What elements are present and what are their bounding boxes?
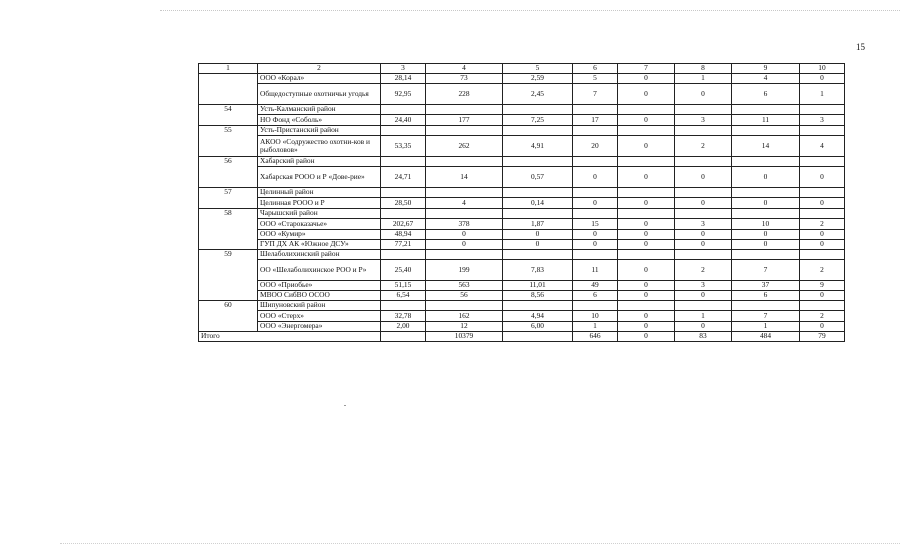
value-cell-c5: 6,00 bbox=[503, 322, 573, 332]
value-cell-c9: 37 bbox=[732, 281, 800, 291]
header-cell: 5 bbox=[503, 64, 573, 74]
value-cell-c5: 4,91 bbox=[503, 136, 573, 157]
value-cell-c4 bbox=[426, 105, 503, 115]
value-cell-c9: 7 bbox=[732, 311, 800, 322]
name-cell: ГУП ДХ АК «Южное ДСУ» bbox=[258, 240, 381, 250]
value-cell-c6 bbox=[573, 157, 618, 167]
value-cell-c5 bbox=[503, 188, 573, 198]
value-cell-c3: 24,71 bbox=[381, 167, 426, 188]
value-cell-c7: 0 bbox=[618, 311, 675, 322]
name-cell: Усть-Калманский район bbox=[258, 105, 381, 115]
district-number-cell: 57 bbox=[199, 188, 258, 209]
value-cell-c10 bbox=[800, 105, 845, 115]
value-cell-c4 bbox=[426, 157, 503, 167]
value-cell-c7 bbox=[618, 301, 675, 311]
value-cell-c9 bbox=[732, 157, 800, 167]
value-cell-c7 bbox=[618, 105, 675, 115]
value-cell-c4: 0 bbox=[426, 240, 503, 250]
name-cell: АКОО «Содружество охотни-ков и рыболовов» bbox=[258, 136, 381, 157]
value-cell-c5: 7,83 bbox=[503, 260, 573, 281]
table-row bbox=[199, 167, 845, 188]
header-cell: 10 bbox=[800, 64, 845, 74]
total-cell-c3 bbox=[381, 332, 426, 342]
value-cell-c9: 0 bbox=[732, 167, 800, 188]
table-row bbox=[199, 322, 845, 332]
value-cell-c6: 0 bbox=[573, 167, 618, 188]
total-cell-c7: 0 bbox=[618, 332, 675, 342]
name-cell: НО Фонд «Соболь» bbox=[258, 115, 381, 126]
value-cell-c8: 2 bbox=[675, 260, 732, 281]
district-number-cell: 60 bbox=[199, 301, 258, 332]
total-cell-c9: 484 bbox=[732, 332, 800, 342]
value-cell-c5: 0 bbox=[503, 230, 573, 240]
value-cell-c9: 0 bbox=[732, 230, 800, 240]
value-cell-c9 bbox=[732, 209, 800, 219]
table-row bbox=[199, 230, 845, 240]
name-cell: МВОО СибВО ОСОО bbox=[258, 291, 381, 301]
value-cell-c5: 2,45 bbox=[503, 84, 573, 105]
district-number-cell: 59 bbox=[199, 250, 258, 301]
value-cell-c9 bbox=[732, 250, 800, 260]
value-cell-c3: 28,50 bbox=[381, 198, 426, 209]
value-cell-c4: 56 bbox=[426, 291, 503, 301]
value-cell-c3: 53,35 bbox=[381, 136, 426, 157]
value-cell-c4 bbox=[426, 188, 503, 198]
value-cell-c6: 15 bbox=[573, 219, 618, 230]
total-row bbox=[199, 332, 845, 342]
value-cell-c7: 0 bbox=[618, 219, 675, 230]
value-cell-c3: 202,67 bbox=[381, 219, 426, 230]
table-row bbox=[199, 281, 845, 291]
value-cell-c8: 0 bbox=[675, 291, 732, 301]
table-row bbox=[199, 74, 845, 84]
value-cell-c3: 2,00 bbox=[381, 322, 426, 332]
value-cell-c10: 0 bbox=[800, 291, 845, 301]
value-cell-c4: 378 bbox=[426, 219, 503, 230]
table-row bbox=[199, 105, 845, 115]
value-cell-c3: 48,94 bbox=[381, 230, 426, 240]
value-cell-c8: 3 bbox=[675, 219, 732, 230]
value-cell-c6: 0 bbox=[573, 230, 618, 240]
district-number-cell: 55 bbox=[199, 126, 258, 157]
value-cell-c7: 0 bbox=[618, 167, 675, 188]
value-cell-c9: 0 bbox=[732, 240, 800, 250]
value-cell-c8: 3 bbox=[675, 115, 732, 126]
total-cell-c10: 79 bbox=[800, 332, 845, 342]
value-cell-c6: 5 bbox=[573, 74, 618, 84]
value-cell-c9: 11 bbox=[732, 115, 800, 126]
table-row bbox=[199, 240, 845, 250]
value-cell-c3: 92,95 bbox=[381, 84, 426, 105]
value-cell-c6: 6 bbox=[573, 291, 618, 301]
table-row bbox=[199, 219, 845, 230]
table-row bbox=[199, 126, 845, 136]
value-cell-c9 bbox=[732, 126, 800, 136]
value-cell-c10: 2 bbox=[800, 311, 845, 322]
table-row bbox=[199, 260, 845, 281]
header-cell: 6 bbox=[573, 64, 618, 74]
name-cell: ООО «Корал» bbox=[258, 74, 381, 84]
data-table bbox=[198, 63, 845, 342]
value-cell-c4: 4 bbox=[426, 198, 503, 209]
value-cell-c10: 4 bbox=[800, 136, 845, 157]
name-cell: ООО «Староказачье» bbox=[258, 219, 381, 230]
value-cell-c10: 0 bbox=[800, 322, 845, 332]
value-cell-c4 bbox=[426, 209, 503, 219]
value-cell-c10: 1 bbox=[800, 84, 845, 105]
value-cell-c3 bbox=[381, 126, 426, 136]
name-cell: Шелаболихинский район bbox=[258, 250, 381, 260]
value-cell-c9 bbox=[732, 105, 800, 115]
total-cell-c5 bbox=[503, 332, 573, 342]
header-cell: 9 bbox=[732, 64, 800, 74]
value-cell-c3 bbox=[381, 105, 426, 115]
header-cell: 8 bbox=[675, 64, 732, 74]
value-cell-c10 bbox=[800, 301, 845, 311]
value-cell-c4: 563 bbox=[426, 281, 503, 291]
value-cell-c5: 7,25 bbox=[503, 115, 573, 126]
value-cell-c10: 0 bbox=[800, 240, 845, 250]
value-cell-c8: 0 bbox=[675, 198, 732, 209]
value-cell-c5: 11,01 bbox=[503, 281, 573, 291]
value-cell-c4: 14 bbox=[426, 167, 503, 188]
scan-artifact-top bbox=[160, 10, 900, 12]
value-cell-c10: 2 bbox=[800, 219, 845, 230]
name-cell: ООО «Приобье» bbox=[258, 281, 381, 291]
value-cell-c6: 17 bbox=[573, 115, 618, 126]
value-cell-c5 bbox=[503, 105, 573, 115]
name-cell: Хабарский район bbox=[258, 157, 381, 167]
value-cell-c5 bbox=[503, 157, 573, 167]
value-cell-c8 bbox=[675, 301, 732, 311]
table-row bbox=[199, 136, 845, 157]
name-cell: Целинная РООО и Р bbox=[258, 198, 381, 209]
value-cell-c3 bbox=[381, 250, 426, 260]
value-cell-c7 bbox=[618, 250, 675, 260]
table-header-row bbox=[199, 64, 845, 74]
value-cell-c7 bbox=[618, 126, 675, 136]
value-cell-c6: 0 bbox=[573, 198, 618, 209]
value-cell-c6: 20 bbox=[573, 136, 618, 157]
value-cell-c7: 0 bbox=[618, 291, 675, 301]
value-cell-c3 bbox=[381, 209, 426, 219]
total-cell-c6: 646 bbox=[573, 332, 618, 342]
table-row bbox=[199, 157, 845, 167]
value-cell-c8 bbox=[675, 188, 732, 198]
value-cell-c3: 25,40 bbox=[381, 260, 426, 281]
value-cell-c9: 1 bbox=[732, 322, 800, 332]
value-cell-c7: 0 bbox=[618, 115, 675, 126]
header-cell: 1 bbox=[199, 64, 258, 74]
district-number-cell: 54 bbox=[199, 105, 258, 126]
value-cell-c9 bbox=[732, 301, 800, 311]
value-cell-c7: 0 bbox=[618, 136, 675, 157]
value-cell-c10 bbox=[800, 250, 845, 260]
value-cell-c5: 1,87 bbox=[503, 219, 573, 230]
name-cell: ООО «Энергомера» bbox=[258, 322, 381, 332]
value-cell-c4: 73 bbox=[426, 74, 503, 84]
table-row bbox=[199, 301, 845, 311]
value-cell-c4: 262 bbox=[426, 136, 503, 157]
value-cell-c6 bbox=[573, 105, 618, 115]
value-cell-c8: 2 bbox=[675, 136, 732, 157]
value-cell-c8: 1 bbox=[675, 311, 732, 322]
value-cell-c5 bbox=[503, 126, 573, 136]
value-cell-c3 bbox=[381, 301, 426, 311]
value-cell-c4 bbox=[426, 301, 503, 311]
value-cell-c8: 0 bbox=[675, 322, 732, 332]
value-cell-c6 bbox=[573, 188, 618, 198]
name-cell: Целинный район bbox=[258, 188, 381, 198]
value-cell-c3 bbox=[381, 188, 426, 198]
value-cell-c7: 0 bbox=[618, 84, 675, 105]
value-cell-c10: 3 bbox=[800, 115, 845, 126]
value-cell-c3: 77,21 bbox=[381, 240, 426, 250]
value-cell-c3 bbox=[381, 157, 426, 167]
value-cell-c6 bbox=[573, 250, 618, 260]
table-row bbox=[199, 311, 845, 322]
value-cell-c10: 2 bbox=[800, 260, 845, 281]
value-cell-c8: 0 bbox=[675, 84, 732, 105]
value-cell-c6: 11 bbox=[573, 260, 618, 281]
total-cell-c8: 83 bbox=[675, 332, 732, 342]
value-cell-c9 bbox=[732, 188, 800, 198]
value-cell-c8 bbox=[675, 209, 732, 219]
name-cell: Чарышский район bbox=[258, 209, 381, 219]
value-cell-c10: 0 bbox=[800, 167, 845, 188]
value-cell-c7: 0 bbox=[618, 74, 675, 84]
value-cell-c9: 7 bbox=[732, 260, 800, 281]
value-cell-c4 bbox=[426, 126, 503, 136]
value-cell-c10 bbox=[800, 126, 845, 136]
value-cell-c9: 6 bbox=[732, 291, 800, 301]
value-cell-c8: 0 bbox=[675, 230, 732, 240]
value-cell-c3: 6,54 bbox=[381, 291, 426, 301]
district-number-cell: 58 bbox=[199, 209, 258, 250]
header-cell: 3 bbox=[381, 64, 426, 74]
value-cell-c10 bbox=[800, 209, 845, 219]
total-label: Итого bbox=[199, 332, 381, 342]
value-cell-c9: 14 bbox=[732, 136, 800, 157]
table-row bbox=[199, 209, 845, 219]
value-cell-c8: 1 bbox=[675, 74, 732, 84]
value-cell-c7 bbox=[618, 209, 675, 219]
value-cell-c10: 0 bbox=[800, 198, 845, 209]
header-cell: 4 bbox=[426, 64, 503, 74]
value-cell-c7: 0 bbox=[618, 240, 675, 250]
value-cell-c9: 4 bbox=[732, 74, 800, 84]
value-cell-c6: 1 bbox=[573, 322, 618, 332]
value-cell-c3: 32,78 bbox=[381, 311, 426, 322]
table-row bbox=[199, 115, 845, 126]
value-cell-c6: 0 bbox=[573, 240, 618, 250]
value-cell-c8: 0 bbox=[675, 167, 732, 188]
value-cell-c3: 24,40 bbox=[381, 115, 426, 126]
value-cell-c5 bbox=[503, 250, 573, 260]
value-cell-c5: 8,56 bbox=[503, 291, 573, 301]
table-row bbox=[199, 84, 845, 105]
value-cell-c6 bbox=[573, 301, 618, 311]
value-cell-c9: 10 bbox=[732, 219, 800, 230]
value-cell-c7: 0 bbox=[618, 260, 675, 281]
value-cell-c4: 228 bbox=[426, 84, 503, 105]
value-cell-c6 bbox=[573, 126, 618, 136]
value-cell-c7 bbox=[618, 157, 675, 167]
value-cell-c7 bbox=[618, 188, 675, 198]
name-cell: ООО «Стерх» bbox=[258, 311, 381, 322]
table-row bbox=[199, 188, 845, 198]
value-cell-c6: 10 bbox=[573, 311, 618, 322]
value-cell-c5: 0,57 bbox=[503, 167, 573, 188]
table-row bbox=[199, 291, 845, 301]
value-cell-c9: 6 bbox=[732, 84, 800, 105]
value-cell-c3: 51,15 bbox=[381, 281, 426, 291]
value-cell-c10: 9 bbox=[800, 281, 845, 291]
value-cell-c7: 0 bbox=[618, 322, 675, 332]
scan-artifact-bottom bbox=[60, 543, 900, 545]
value-cell-c4: 162 bbox=[426, 311, 503, 322]
value-cell-c5: 2,59 bbox=[503, 74, 573, 84]
value-cell-c10: 0 bbox=[800, 74, 845, 84]
value-cell-c4: 199 bbox=[426, 260, 503, 281]
total-cell-c4: 10379 bbox=[426, 332, 503, 342]
scan-speck bbox=[344, 405, 346, 406]
value-cell-c10: 0 bbox=[800, 230, 845, 240]
value-cell-c10 bbox=[800, 157, 845, 167]
value-cell-c5: 4,94 bbox=[503, 311, 573, 322]
value-cell-c5: 0,14 bbox=[503, 198, 573, 209]
name-cell: ООО «Кумир» bbox=[258, 230, 381, 240]
value-cell-c7: 0 bbox=[618, 198, 675, 209]
district-number-cell bbox=[199, 74, 258, 105]
page-number: 15 bbox=[856, 42, 865, 52]
value-cell-c10 bbox=[800, 188, 845, 198]
value-cell-c5: 0 bbox=[503, 240, 573, 250]
value-cell-c4: 0 bbox=[426, 230, 503, 240]
value-cell-c4: 177 bbox=[426, 115, 503, 126]
value-cell-c8: 3 bbox=[675, 281, 732, 291]
value-cell-c9: 0 bbox=[732, 198, 800, 209]
value-cell-c8 bbox=[675, 126, 732, 136]
value-cell-c8 bbox=[675, 157, 732, 167]
value-cell-c6: 49 bbox=[573, 281, 618, 291]
value-cell-c6: 7 bbox=[573, 84, 618, 105]
table-row bbox=[199, 198, 845, 209]
value-cell-c4: 12 bbox=[426, 322, 503, 332]
value-cell-c8: 0 bbox=[675, 240, 732, 250]
value-cell-c6 bbox=[573, 209, 618, 219]
value-cell-c4 bbox=[426, 250, 503, 260]
value-cell-c5 bbox=[503, 209, 573, 219]
name-cell: Шипуновский район bbox=[258, 301, 381, 311]
district-number-cell: 56 bbox=[199, 157, 258, 188]
value-cell-c8 bbox=[675, 105, 732, 115]
name-cell: Усть-Пристанский район bbox=[258, 126, 381, 136]
header-cell: 7 bbox=[618, 64, 675, 74]
value-cell-c5 bbox=[503, 301, 573, 311]
value-cell-c8 bbox=[675, 250, 732, 260]
header-cell: 2 bbox=[258, 64, 381, 74]
name-cell: Общедоступные охотничьи угодья bbox=[258, 84, 381, 105]
name-cell: ОО «Шелаболихинское РОО и Р» bbox=[258, 260, 381, 281]
value-cell-c7: 0 bbox=[618, 281, 675, 291]
value-cell-c3: 28,14 bbox=[381, 74, 426, 84]
name-cell: Хабарская РООО и Р «Дове-рие» bbox=[258, 167, 381, 188]
value-cell-c7: 0 bbox=[618, 230, 675, 240]
table-row bbox=[199, 250, 845, 260]
